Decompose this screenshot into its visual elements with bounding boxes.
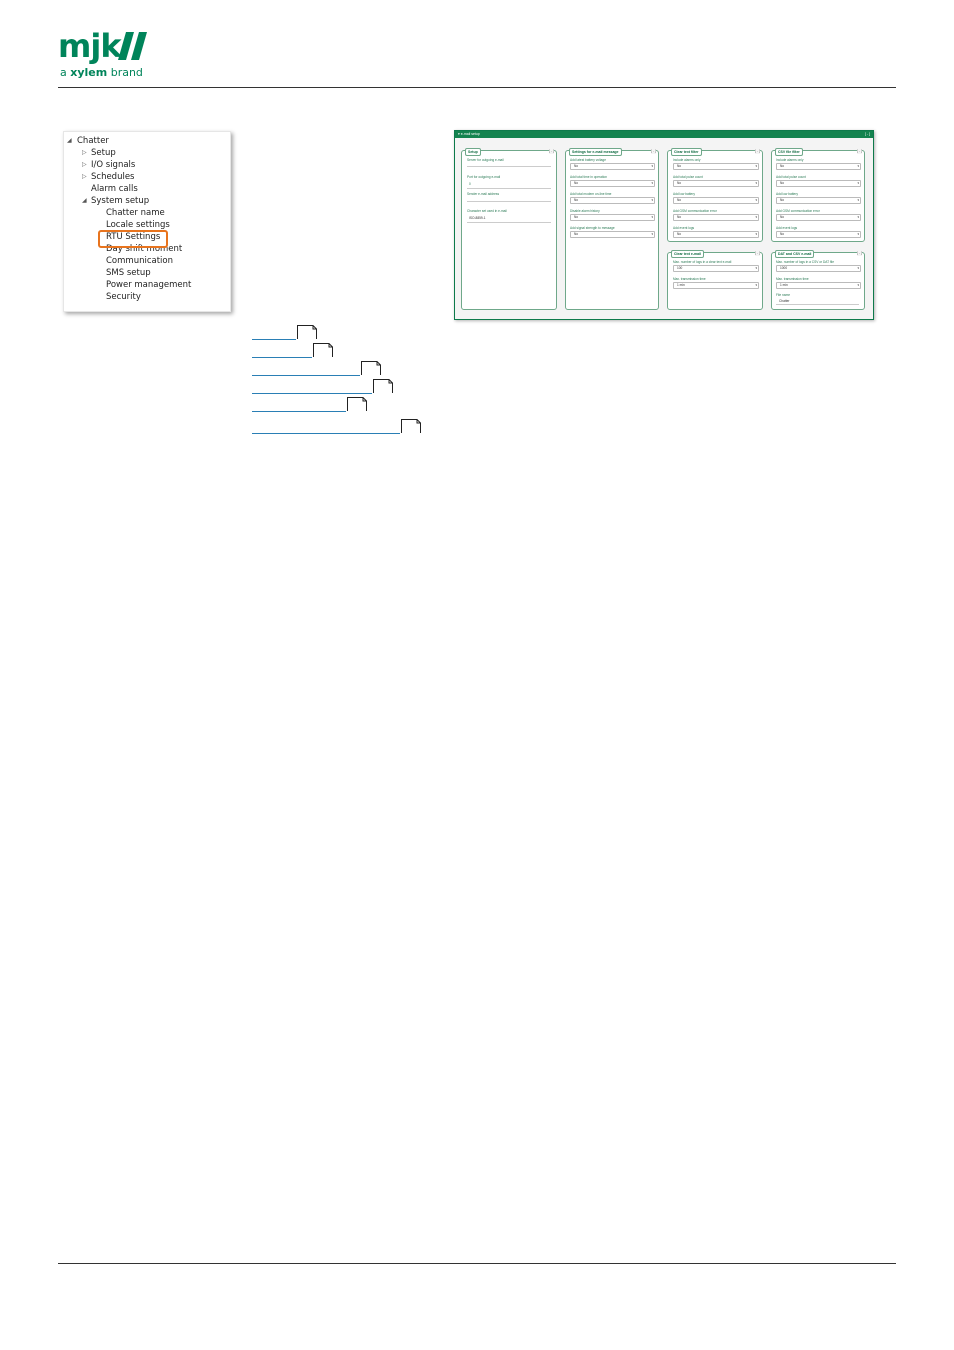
tree-item-chatter[interactable]: Chatter	[77, 136, 109, 146]
group-collapse-icon[interactable]: [ - ]	[650, 149, 656, 153]
group-message-settings	[565, 150, 659, 310]
tree-item-power-management[interactable]: Power management	[106, 280, 192, 290]
max-logs-select[interactable]	[673, 265, 759, 272]
dropdown-caret-icon: ▾	[755, 181, 757, 185]
charset-input[interactable]: ISO-8859-1	[469, 216, 486, 220]
file-name-input[interactable]: Chatter	[779, 299, 790, 303]
page-reference-icon	[313, 343, 333, 357]
select-value: No	[574, 198, 579, 202]
field-label: Add low battery	[673, 192, 695, 196]
sender-input[interactable]	[467, 201, 551, 202]
group-setup	[461, 150, 557, 310]
select-value: No	[574, 164, 579, 168]
signal-strength-select[interactable]	[570, 231, 655, 238]
select-value: 100	[677, 266, 683, 270]
tree-item-chatter-name[interactable]: Chatter name	[106, 208, 165, 218]
select-value: No	[677, 215, 682, 219]
file-name-underline	[776, 304, 859, 305]
reference-link[interactable]	[252, 339, 296, 340]
dropdown-caret-icon: ▾	[857, 181, 859, 185]
dropdown-caret-icon: ▾	[755, 266, 757, 270]
tree-item-communication[interactable]: Communication	[106, 256, 173, 266]
expanded-arrow-icon[interactable]: ◢	[67, 138, 72, 144]
dropdown-caret-icon: ▾	[857, 283, 859, 287]
tree-item-io-signals[interactable]: I/O signals	[91, 160, 136, 170]
select-value: 1 min	[677, 283, 685, 287]
group-title: Setup	[465, 148, 481, 156]
select-value: No	[677, 181, 682, 185]
panel-title-bar	[455, 131, 873, 138]
csv-pulse-count-select[interactable]	[776, 180, 861, 187]
group-collapse-icon[interactable]: [ - ]	[856, 251, 862, 255]
footer-divider	[58, 1263, 896, 1264]
group-clear-text-filter	[667, 150, 763, 242]
dropdown-caret-icon: ▾	[857, 164, 859, 168]
battery-voltage-select[interactable]	[570, 163, 655, 170]
field-label: File name	[776, 293, 790, 297]
brand-prefix: a	[60, 66, 71, 79]
select-value: No	[677, 164, 682, 168]
field-label: Add event logs	[776, 226, 798, 230]
mjk-logo	[58, 27, 158, 82]
select-value: 1000	[780, 266, 788, 270]
pulse-count-select[interactable]	[673, 180, 759, 187]
tree-item-system-setup[interactable]: System setup	[91, 196, 150, 206]
field-label: Include alarms only	[776, 158, 804, 162]
csv-max-transmission-select[interactable]	[776, 282, 861, 289]
group-csv-file-filter	[771, 150, 865, 242]
reference-link[interactable]	[252, 393, 372, 394]
reference-link[interactable]	[252, 433, 400, 434]
low-battery-select[interactable]	[673, 197, 759, 204]
csv-low-battery-select[interactable]	[776, 197, 861, 204]
collapsed-arrow-icon[interactable]: ▷	[82, 162, 87, 168]
dropdown-caret-icon: ▾	[755, 232, 757, 236]
csv-max-logs-select[interactable]	[776, 265, 861, 272]
time-operation-select[interactable]	[570, 180, 655, 187]
select-value: No	[677, 198, 682, 202]
select-value: No	[780, 198, 785, 202]
gsm-error-select[interactable]	[673, 214, 759, 221]
group-title: Clear text e-mail	[671, 250, 704, 258]
field-label: Max. transmission time	[776, 277, 809, 281]
field-label: Disable alarm history	[570, 209, 600, 213]
group-collapse-icon[interactable]: [ - ]	[754, 251, 760, 255]
port-input-underline	[467, 188, 551, 189]
dropdown-caret-icon: ▾	[857, 198, 859, 202]
field-label: Include alarms only	[673, 158, 701, 162]
collapsed-arrow-icon[interactable]: ▷	[82, 174, 87, 180]
field-label: Add total time in operation	[570, 175, 608, 179]
page-reference-icon	[401, 419, 421, 433]
dropdown-caret-icon: ▾	[651, 232, 653, 236]
server-input[interactable]	[467, 166, 551, 167]
tree-item-security[interactable]: Security	[106, 292, 141, 302]
dropdown-caret-icon: ▾	[755, 198, 757, 202]
select-value: No	[574, 232, 579, 236]
field-label: Add latest battery voltage	[570, 158, 606, 162]
group-collapse-icon[interactable]: [ - ]	[548, 149, 554, 153]
port-input[interactable]: 0	[469, 182, 471, 186]
field-label: Add signal strength to message	[570, 226, 615, 230]
rtu-settings-highlight	[98, 230, 168, 248]
tree-item-sms-setup[interactable]: SMS setup	[106, 268, 151, 278]
field-label: Character set used in e-mail	[467, 209, 507, 213]
collapsed-arrow-icon[interactable]: ▷	[82, 150, 87, 156]
csv-event-logs-select[interactable]	[776, 231, 861, 238]
alarms-only-select[interactable]	[673, 163, 759, 170]
tree-item-setup[interactable]: Setup	[91, 148, 116, 158]
field-label: Add event logs	[673, 226, 695, 230]
tree-item-rtu-settings[interactable]: RTU Settings	[106, 232, 161, 242]
tree-item-schedules[interactable]: Schedules	[91, 172, 135, 182]
page-reference-icon	[361, 361, 381, 375]
select-value: No	[677, 232, 682, 236]
collapse-icon[interactable]: [ - ]	[864, 132, 870, 136]
select-value: 1 min	[780, 283, 788, 287]
charset-input-underline	[467, 222, 551, 223]
logo-slash-icon	[118, 32, 148, 60]
logo-tagline	[60, 66, 143, 79]
field-label: Add total modem on-line time	[570, 192, 612, 196]
dropdown-caret-icon: ▾	[857, 215, 859, 219]
expanded-arrow-icon[interactable]: ◢	[82, 198, 87, 204]
dropdown-caret-icon: ▾	[857, 232, 859, 236]
dropdown-caret-icon: ▾	[755, 215, 757, 219]
dropdown-caret-icon: ▾	[651, 164, 653, 168]
tree-item-day-shift-moment[interactable]: Day shift moment	[106, 244, 183, 254]
page-reference-icon	[297, 325, 317, 339]
dropdown-caret-icon: ▾	[651, 215, 653, 219]
dropdown-caret-icon: ▾	[651, 181, 653, 185]
tree-item-locale-settings[interactable]: Locale settings	[106, 220, 170, 230]
select-value: No	[780, 181, 785, 185]
field-label: Add low battery	[776, 192, 798, 196]
dropdown-caret-icon: ▾	[755, 164, 757, 168]
email-setup-panel	[454, 130, 874, 320]
select-value: No	[780, 164, 785, 168]
field-label: Max. number of logs in a CSV or DAT file	[776, 260, 834, 264]
field-label: Sender e-mail address	[467, 192, 500, 196]
tree-item-alarm-calls[interactable]: Alarm calls	[91, 184, 138, 194]
group-dat-csv-email	[771, 252, 865, 310]
field-label: Add GSM communication error	[673, 209, 717, 213]
panel-title[interactable]: ▾ e-mail setup	[458, 132, 480, 136]
field-label: Max. transmission time	[673, 277, 706, 281]
select-value: No	[780, 232, 785, 236]
brand-suffix: brand	[107, 66, 143, 79]
page-reference-icon	[373, 379, 393, 393]
brand-name: xylem	[70, 66, 108, 79]
field-label: Max. number of logs in a clear text e-mail	[673, 260, 732, 264]
select-value: No	[780, 215, 785, 219]
field-label: Server for outgoing e-mail	[467, 158, 504, 162]
field-label: Add GSM communication error	[776, 209, 820, 213]
csv-alarms-only-select[interactable]	[776, 163, 861, 170]
field-label: Port for outgoing e-mail	[467, 175, 501, 179]
dropdown-caret-icon: ▾	[651, 198, 653, 202]
reference-link[interactable]	[252, 375, 360, 376]
max-transmission-select[interactable]	[673, 282, 759, 289]
select-value: No	[574, 215, 579, 219]
header-divider	[58, 87, 896, 88]
reference-link[interactable]	[252, 357, 312, 358]
event-logs-select[interactable]	[673, 231, 759, 238]
group-title: CSV file filter	[775, 148, 803, 156]
field-label: Add total pulse count	[776, 175, 806, 179]
alarm-history-select[interactable]	[570, 214, 655, 221]
modem-time-select[interactable]	[570, 197, 655, 204]
dropdown-caret-icon: ▾	[755, 283, 757, 287]
select-value: No	[574, 181, 579, 185]
reference-link[interactable]	[252, 411, 346, 412]
group-collapse-icon[interactable]: [ - ]	[856, 149, 862, 153]
csv-gsm-error-select[interactable]	[776, 214, 861, 221]
field-label: Add total pulse count	[673, 175, 703, 179]
group-title: Clear text filter	[671, 148, 702, 156]
group-title: DAT and CSV e-mail	[775, 250, 814, 258]
logo-wordmark: mjk	[58, 27, 121, 65]
group-title: Settings for e-mail message	[569, 148, 622, 156]
group-clear-text-email	[667, 252, 763, 310]
dropdown-caret-icon: ▾	[857, 266, 859, 270]
group-collapse-icon[interactable]: [ - ]	[754, 149, 760, 153]
page-reference-icon	[347, 397, 367, 411]
